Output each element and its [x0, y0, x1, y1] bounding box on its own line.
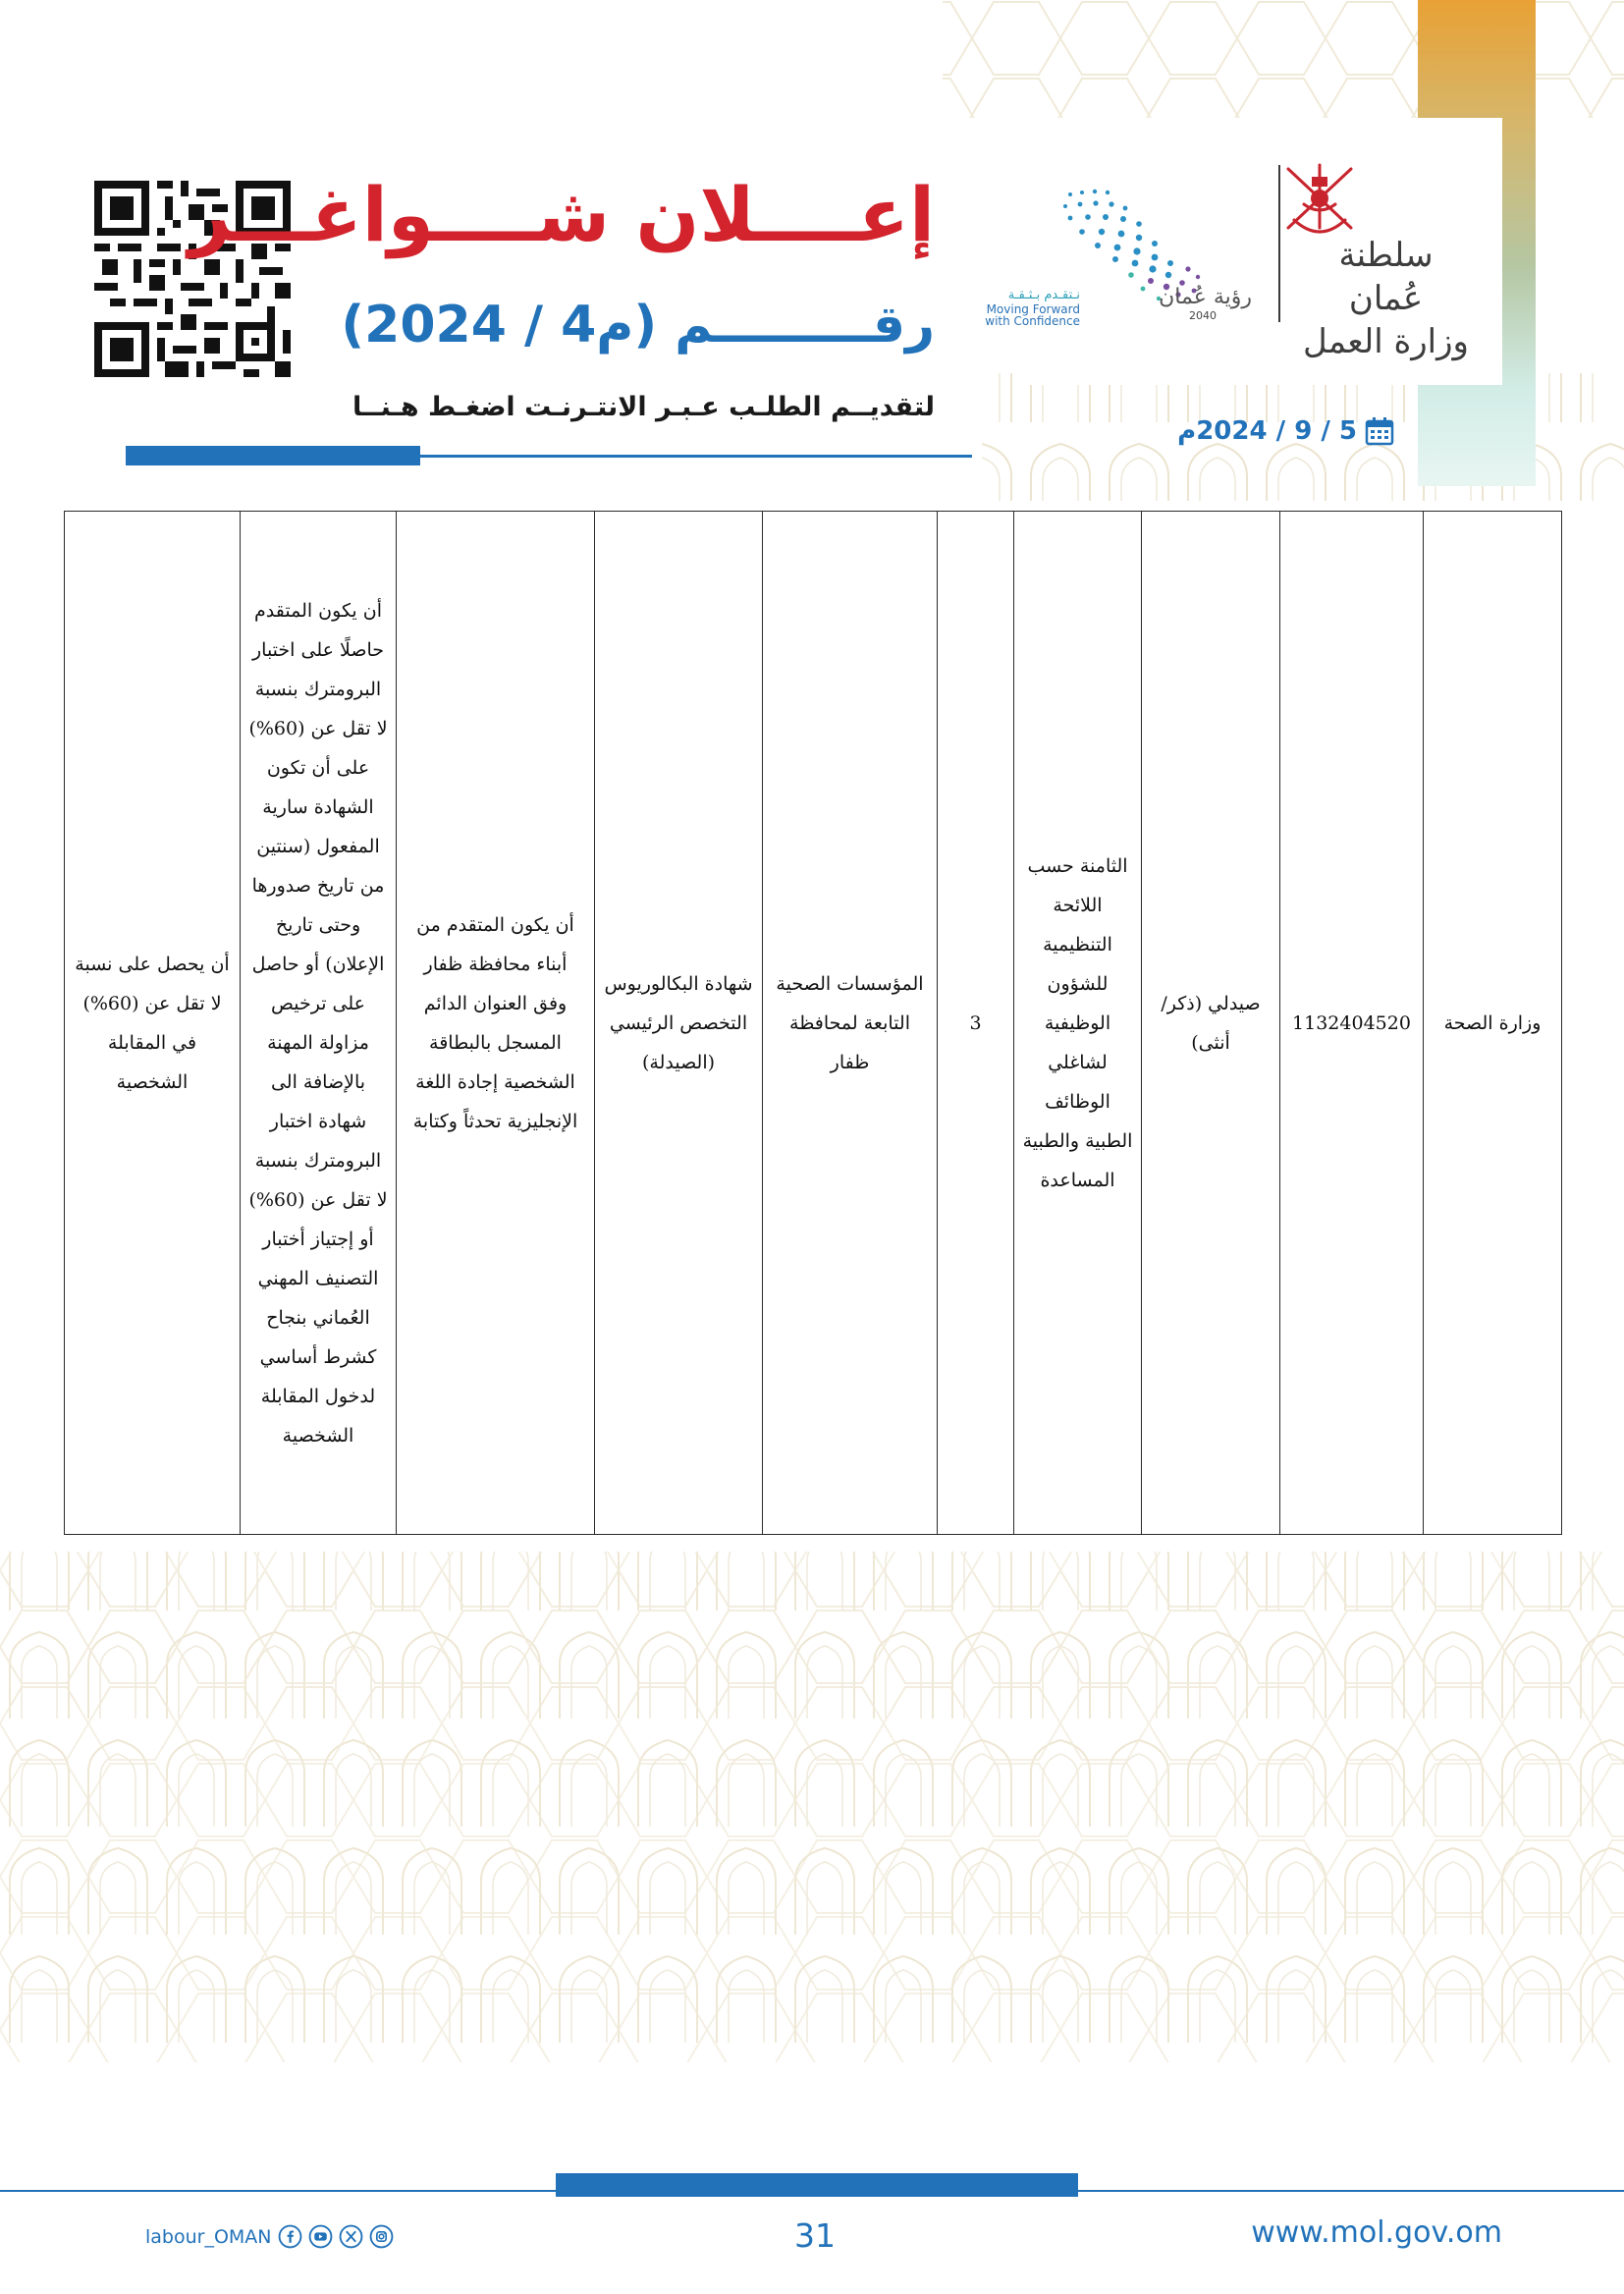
cell-job-title: صيدلي (ذكر/ أنثى) [1142, 512, 1280, 1535]
cell-tests: أن يكون المتقدم حاصلًا على اختبار البرومترك بنسبة لا تقل عن (60%) على أن تكون الشهادة سارية المفعول (سنتين من تاريخ صدورها وحتى تاريخ الإعلان) أو حاصل على ترخيص مزاولة المهنة بالإضافة الى شهادة اختبار البرومترك بنسبة لا تقل عن (60%) أو إجتياز أختبار التصنيف المهني العُماني بنجاح كشرط أساسي لدخول المقابلة الشخصية [241, 512, 397, 1535]
apply-online-link[interactable]: لتقديــم الطلـب عـبـر الانتـرنـت اضغـط هـنــا [352, 392, 935, 422]
table-row [65, 512, 1562, 1535]
cell-count: 3 [938, 512, 1014, 1535]
header-divider-accent [126, 446, 420, 465]
x-twitter-icon[interactable] [339, 2224, 363, 2249]
ministry-name [1300, 234, 1472, 363]
cell-interview: أن يحصل على نسبة لا تقل عن (60%) في المقابلة الشخصية [65, 512, 241, 1535]
moving-forward-arabic: نـتقـدم بـثـقـة [1007, 288, 1080, 302]
footer-accent-bar [556, 2173, 1078, 2197]
vision-2040-year: 2040 [1189, 309, 1217, 322]
facebook-icon[interactable] [278, 2224, 302, 2249]
website-link[interactable]: www.mol.gov.om [1251, 2215, 1502, 2250]
vision-2040-text: رؤية عُمان [1159, 285, 1252, 309]
ministry-line-2: وزارة العمل [1303, 322, 1469, 361]
cell-conditions: أن يكون المتقدم من أبناء محافظة ظفار وفق العنوان الدائم المسجل بالبطاقة الشخصية إجادة اللغة الإنجليزية تحدثاً وكتابة [397, 512, 595, 1535]
social-handle[interactable] [145, 2224, 394, 2249]
moving-forward-en-2: with Confidence [985, 314, 1080, 328]
announcement-number: رقـــــــــم (م4 / 2024) [341, 296, 935, 355]
announcement-date [1159, 416, 1394, 446]
moving-forward-en-1: Moving Forward [986, 302, 1080, 316]
cell-workplace: المؤسسات الصحية التابعة لمحافظة ظفار [763, 512, 938, 1535]
social-handle-text[interactable]: labour_OMAN [145, 2225, 272, 2248]
youtube-icon[interactable] [308, 2224, 333, 2249]
vacancies-table [64, 511, 1562, 1535]
cell-code: 1132404520 [1280, 512, 1424, 1535]
ministry-line-1: سلطنة عُمان [1338, 236, 1434, 318]
page-title: إعــــلان شــــواغـــر [188, 171, 935, 258]
cell-entity: وزارة الصحة [1424, 512, 1562, 1535]
moving-forward-logo [982, 290, 1080, 327]
page-number: 31 [794, 2216, 836, 2255]
instagram-icon[interactable] [369, 2224, 394, 2249]
cell-qualification: شهادة البكالوريوس التخصص الرئيسي (الصيدلة) [595, 512, 763, 1535]
calendar-icon [1365, 416, 1394, 446]
date-text: 5 / 9 / 2024م [1177, 416, 1357, 446]
cell-grade: الثامنة حسب اللائحة التنظيمية للشؤون الوظيفية لشاغلي الوظائف الطبية والطبية المساعدة [1014, 512, 1142, 1535]
logo-divider [1278, 165, 1280, 322]
